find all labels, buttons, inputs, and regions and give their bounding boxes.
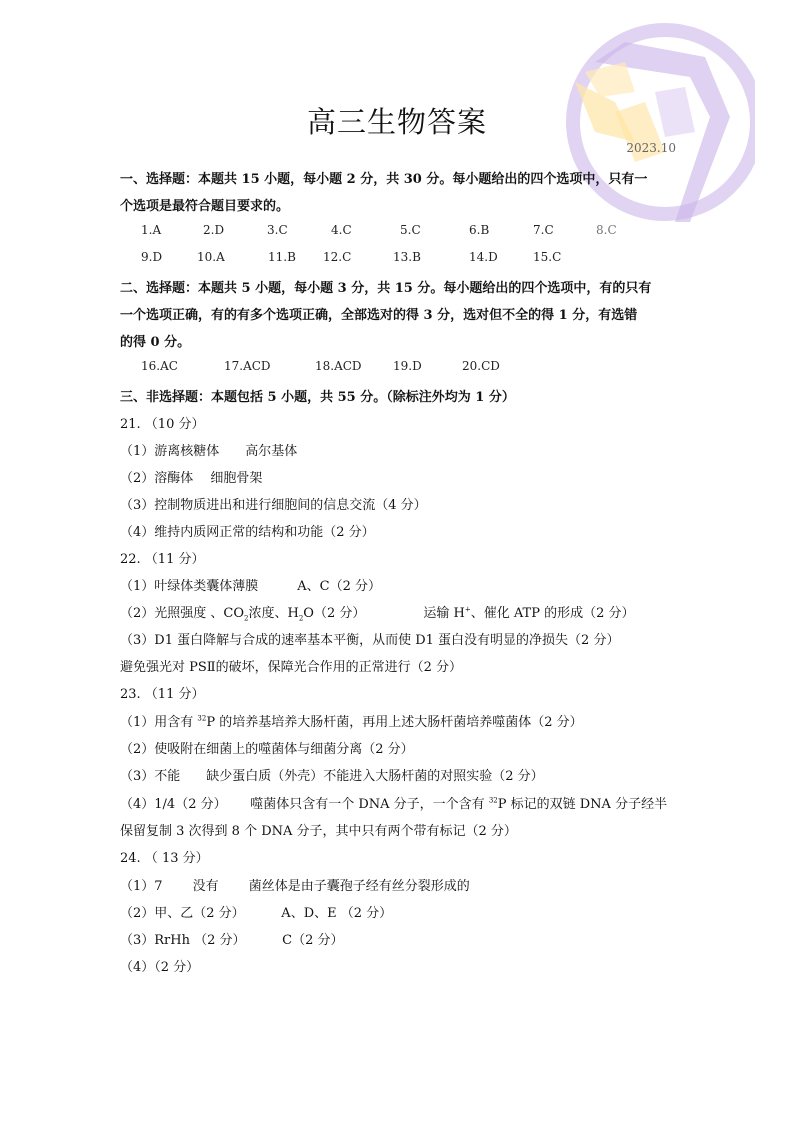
answer-14: 14.D <box>469 250 498 264</box>
q24-line3: （3）RrHh （2 分） C（2 分） <box>120 933 344 948</box>
section1-heading-line2: 个选项是最符合题目要求的。 <box>120 199 290 214</box>
q21-line3: （3）控制物质进出和进行细胞间的信息交流（4 分） <box>120 498 427 513</box>
answer-15: 15.C <box>533 250 562 264</box>
section3-heading: 三、非选择题：本题包括 5 小题，共 55 分。（除标注外均为 1 分） <box>120 390 515 405</box>
answer-17: 17.ACD <box>224 359 271 373</box>
q22-line1: （1）叶绿体类囊体薄膜 A、C（2 分） <box>120 579 382 594</box>
q21-header: 21. （10 分） <box>120 417 205 432</box>
answer-4: 4.C <box>331 223 352 237</box>
answer-20: 20.CD <box>462 359 500 373</box>
q22-line4: 避免强光对 PSⅡ的破坏，保障光合作用的正常进行（2 分） <box>120 660 463 675</box>
answer-12: 12.C <box>323 250 352 264</box>
q24-line4: （4）（2 分） <box>120 960 200 975</box>
answer-5: 5.C <box>400 223 421 237</box>
q23-line1: （1）用含有 $^{32}$P 的培养基培养大肠杆菌，再用上述大肠杆菌培养噬菌体（2 分） <box>120 714 583 730</box>
answer-7: 7.C <box>533 223 554 237</box>
answer-6: 6.B <box>469 223 490 237</box>
answer-11: 11.B <box>268 250 296 264</box>
q23-header: 23. （11 分） <box>120 687 205 702</box>
date-label: 2023.10 <box>626 141 676 155</box>
q24-line2: （2）甲、乙（2 分） A、D、E （2 分） <box>120 906 393 921</box>
section2-heading-line3: 的得 0 分。 <box>120 335 191 350</box>
answer-8: 8.C <box>596 223 617 237</box>
q23-line3: （3）不能 缺少蛋白质（外壳）不能进入大肠杆菌的对照实验（2 分） <box>120 769 544 784</box>
section2-heading-line2: 一个选项正确，有的有多个选项正确，全部选对的得 3 分，选对但不全的得 1 分，有选错 <box>120 308 638 323</box>
answer-13: 13.B <box>393 250 421 264</box>
q23-line5: 保留复制 3 次得到 8 个 DNA 分子，其中只有两个带有标记（2 分） <box>120 824 517 839</box>
q24-header: 24. （ 13 分） <box>120 851 209 866</box>
q23-line2: （2）使吸附在细菌上的噬菌体与细菌分离（2 分） <box>120 742 414 757</box>
section2-heading-line1: 二、选择题：本题共 5 小题，每小题 3 分，共 15 分。每小题给出的四个选项中，有的只有 <box>120 281 652 296</box>
answer-3: 3.C <box>267 223 288 237</box>
answer-16: 16.AC <box>141 359 178 373</box>
answer-18: 18.ACD <box>315 359 362 373</box>
q21-line1: （1）游离核糖体 高尔基体 <box>120 444 298 459</box>
q22-line3: （3）D1 蛋白降解与合成的速率基本平衡，从而使 D1 蛋白没有明显的净损失（2 分） <box>120 633 620 648</box>
answer-1: 1.A <box>141 223 162 237</box>
page-title: 高三生物答案 <box>306 105 487 139</box>
q24-line1: （1）7 没有 菌丝体是由子囊孢子经有丝分裂形成的 <box>120 879 470 894</box>
q22-line2: （2）光照强度 、$CO_2$浓度、$H_2O(2$ 分） 运输 H+、催化 ATP 的形成（2 分） <box>120 605 635 623</box>
q21-line2: （2）溶酶体 细胞骨架 <box>120 471 263 486</box>
answer-19: 19.D <box>393 359 422 373</box>
answer-10: 10.A <box>197 250 225 264</box>
section1-heading-line1: 一、选择题：本题共 15 小题，每小题 2 分，共 30 分。每小题给出的四个选项中，只有一 <box>120 172 648 187</box>
q21-line4: （4）维持内质网正常的结构和功能（2 分） <box>120 525 375 540</box>
q23-line4: （4）1/4（2 分） 噬菌体只含有一个 DNA 分子，一个含有 $^{32}$P 标记的双链 DNA 分子经半 <box>120 796 668 812</box>
answer-9: 9.D <box>141 250 163 264</box>
answer-2: 2.D <box>203 223 225 237</box>
q22-header: 22. （11 分） <box>120 552 205 567</box>
